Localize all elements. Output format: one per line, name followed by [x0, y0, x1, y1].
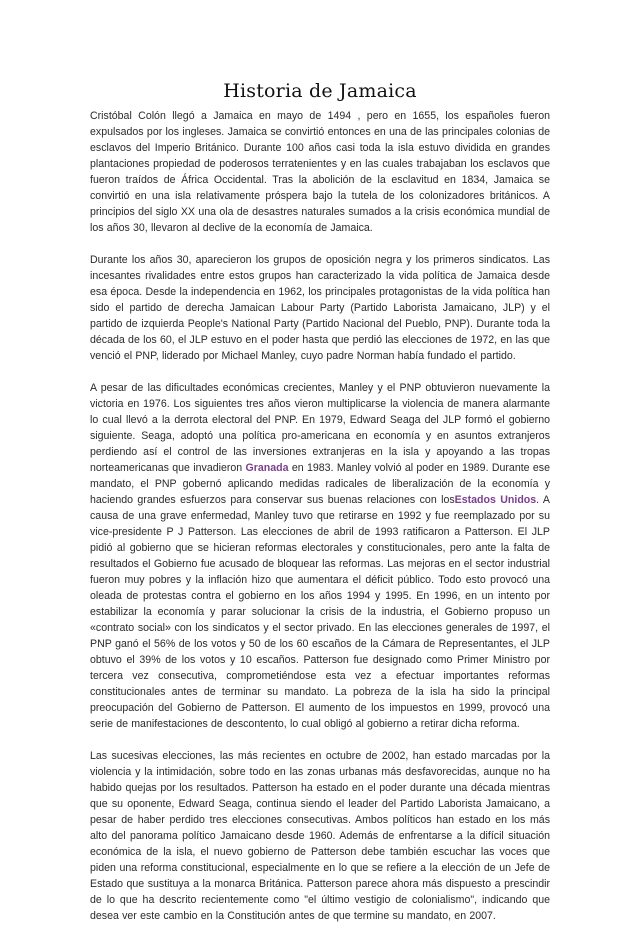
paragraph-3-text-c: . A causa de una grave enfermedad, Manley tuvo que retirarse en 1992 y fue reemplazado por su vice-presidente P J Patterson. Las elecciones de abril de 1993 ratificaron a Patterson. El JLP pidió al gobierno que se hicieran reformas electorales y constitucionales, pero ante la falta de resultados el Gobierno fue acusado de bloquear las reformas. Las mejoras en el sector industrial fueron muy pobres y la inflación hizo que aumentara el déficit público. Todo esto provocó una oleada de protestas contra el gobierno en los años 1994 y 1995. En 1996, en un intento por estabilizar la economía y parar solucionar la crisis de la industria, el Gobierno propuso un «contrato social» con los sindicatos y el sector privado. En las elecciones generales de 1997, el PNP ganó el 56% de los votos y 50 de los 60 escaños de la Cámara de Representantes, el JLP obtuvo el 39% de los votos y 10 escaños. Patterson fue designado como Primer Ministro por tercera vez consecutiva, comprometiéndose esta vez a efectuar importantes reformas constitucionales antes de terminar su mandato. La pobreza de la isla ha sido la principal preocupación del Gobierno de Patterson. El aumento de los impuestos en 1999, provocó una serie de manifestaciones de descontento, lo cual obligó al gobierno a retirar dicha reforma. — [90, 494, 550, 730]
paragraph-4: Las sucesivas elecciones, las más recientes en octubre de 2002, han estado marcadas por la violencia y la intimidación, sobre todo en las zonas urbanas más desfavorecidas, aunque no ha habido quejas por los resultados. Patterson ha estado en el poder durante una década mientras que su oponente, Edward Seaga, continua siendo el leader del Partido Laborista Jamaicano, a pesar de haber perdido tres elecciones consecutivas. Ambos políticos han estado en los más alto del panorama político Jamaicano desde 1960. Además de enfrentarse a la difícil situación económica de la isla, el nuevo gobierno de Patterson debe también escuchar las voces que piden una reforma constitucional, especialmente en lo que se refiere a la elección de un Jefe de Estado que sustituya a la monarca Británica. Patterson parece ahora más dispuesto a prescindir de lo que ha descrito recientemente como "el último vestigio de colonialismo", indicando que desea ver este cambio en la Constitución antes de que termine su mandato, en 2007. — [90, 750, 550, 922]
link-granada[interactable]: Granada — [245, 462, 289, 474]
link-estados-unidos[interactable]: Estados Unidos — [454, 494, 537, 506]
document-page — [90, 68, 550, 940]
page-title: Historia de Jamaica — [223, 80, 417, 102]
paragraph-3 — [90, 380, 550, 732]
paragraph-3-text-a: A pesar de las dificultades económicas crecientes, Manley y el PNP obtuvieron nuevamente la victoria en 1976. Los siguientes tres años vieron multiplicarse la violencia de manera alarmante lo cual llevó a la derrota electoral del PNP. En 1979, Edward Seaga del JLP formó el gobierno siguiente. Seaga, adoptó una política pro-americana en economía y en asuntos extranjeros perdiendo así el control de las inversiones extranjeras en la isla y apoyando a las tropas norteamericanas que invadieron — [90, 382, 550, 474]
paragraph-3-text-b: en 1983. Manley volvió al poder en 1989. Durante ese mandato, el PNP gobernó aplicando medidas radicales de liberalización de la economía y haciendo grandes esfuerzos para conservar sus buenas relaciones con los — [90, 462, 550, 506]
paragraph-1: Cristóbal Colón llegó a Jamaica en mayo de 1494 , pero en 1655, los españoles fueron expulsados por los ingleses. Jamaica se convirtió entonces en una de las principales colonias de esclavos del Imperio Británico. Durante 100 años casi toda la isla estuvo dividida en grandes plantaciones propiedad de poderosos terratenientes y en las cuales trabajaban los esclavos que fueron traídos de África Occidental. Tras la abolición de la esclavitud en 1834, Jamaica se convirtió en una isla relativamente próspera bajo la tutela de los colonizadores británicos. A principios del siglo XX una ola de desastres naturales sumados a la crisis económica mundial de los años 30, llevaron al declive de la economía de Jamaica. — [90, 110, 550, 234]
paragraph-2: Durante los años 30, aparecieron los grupos de oposición negra y los primeros sindicatos. Las incesantes rivalidades entre estos grupos han caracterizado la vida política de Jamaica desde esa época. Desde la independencia en 1962, los principales protagonistas de la vida política han sido el partido de derecha Jamaican Labour Party (Partido Laborista Jamaicano, JLP) y el partido de izquierda People's National Party (Partido Nacional del Pueblo, PNP). Durante toda la década de los 60, el JLP estuvo en el poder hasta que perdió las elecciones de 1972, en las que venció el PNP, liderado por Michael Manley, cuyo padre Norman había fundado el partido. — [90, 254, 550, 362]
